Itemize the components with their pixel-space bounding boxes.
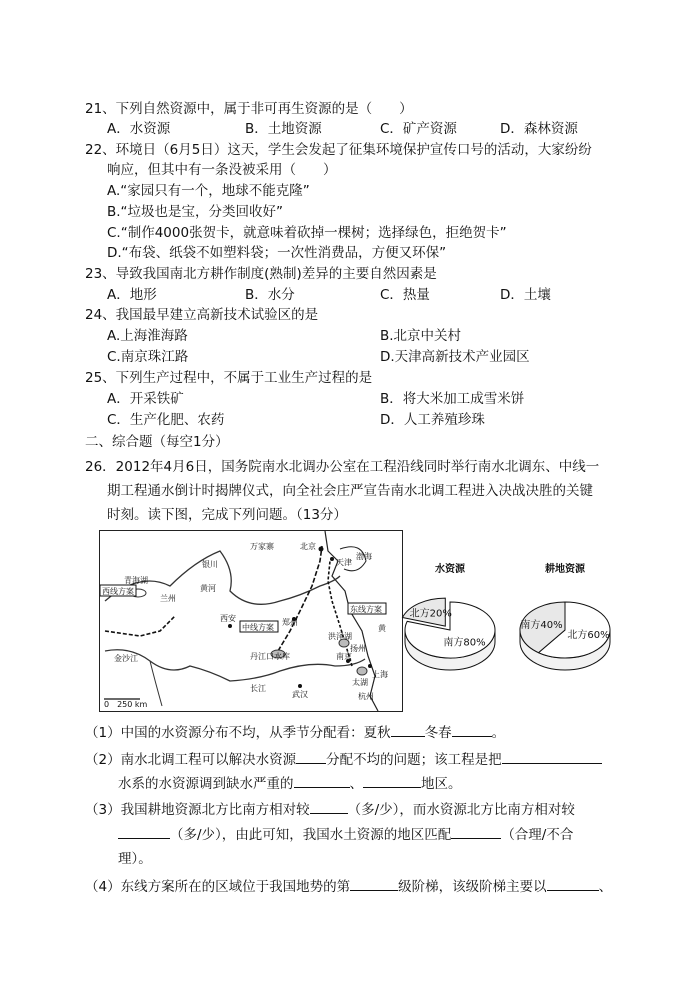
jinshajiang-river	[150, 661, 162, 706]
wuhan-label: 武汉	[292, 690, 308, 699]
q21-option-a: A．水资源	[107, 121, 171, 137]
middle-route-label: 中线方案	[242, 623, 274, 632]
jinshajiang-label: 金沙江	[114, 654, 138, 663]
q21-option-b: B．土地资源	[245, 121, 322, 137]
q26-stem-2: 期工程通水倒计时揭牌仪式，向全社会庄严宣告南水北调工程进入决战决胜的关键	[107, 483, 593, 499]
pie-charts-svg	[400, 560, 640, 680]
q24-option-a: A.上海淮海路	[107, 328, 188, 344]
q26-p2-text-b: 分配不均的问题；该工程是把	[326, 752, 502, 768]
q25-option-a: A．开采铁矿	[107, 391, 184, 407]
q24-option-d: D.天津高新技术产业园区	[380, 349, 530, 365]
pie-title-0: 水资源	[435, 564, 465, 575]
answer-blank-10[interactable]	[350, 876, 398, 891]
lanzhou-label: 兰州	[160, 594, 176, 603]
hangzhou-label: 杭州	[358, 692, 374, 701]
q26-p3-text-a: （3）我国耕地资源北方比南方相对较	[85, 802, 310, 818]
answer-blank-4[interactable]	[502, 749, 602, 764]
q26-p2-text-a: （2）南水北调工程可以解决水资源	[85, 752, 297, 768]
q26-part3-line3: 理）。	[118, 851, 152, 867]
answer-blank-2[interactable]	[452, 722, 492, 737]
q21-option-d: D．森林资源	[500, 121, 578, 137]
answer-blank-7[interactable]	[310, 799, 348, 814]
bohai-label: 渤海	[356, 552, 372, 561]
q26-stem-3: 时刻。读下图，完成下列问题。（13分）	[107, 507, 347, 523]
q24-stem: 24、我国最早建立高新技术试验区的是	[85, 307, 319, 323]
huanghe-label: 黄河	[200, 584, 216, 593]
shanghai-label: 上海	[372, 670, 388, 679]
q26-p1-text-b: 冬春	[424, 725, 452, 741]
q26-p1-text-a: （1）中国的水资源分布不均，从季节分配看：夏秋	[85, 725, 391, 741]
q22-option-c: C.“制作4000张贺卡，就意味着砍掉一棵树；选择绿色，拒绝贺卡”	[107, 225, 507, 241]
middle-route	[278, 546, 322, 651]
q26-p3-text-b: （多/少），而水资源北方比南方相对较	[347, 802, 575, 818]
q23-option-b: B．水分	[245, 287, 295, 303]
q24-option-c: C.南京珠江路	[107, 349, 189, 365]
q26-p3-text-c: （多/少），由此可知，我国水土资源的地区匹配	[170, 827, 452, 843]
q23-stem: 23、导致我国南北方耕作制度(熟制)差异的主要自然因素是	[85, 266, 437, 282]
east-route-label: 东线方案	[350, 605, 382, 614]
yellow-sea-label: 黄	[378, 624, 386, 633]
q26-p2-text-d: 、	[349, 776, 363, 792]
q26-p4-text-a: （4）东线方案所在的区域位于我国地势的第	[85, 879, 351, 895]
answer-blank-11[interactable]	[547, 876, 599, 891]
wuhan-dot	[298, 684, 302, 688]
pie-label-0-0: 南方80%	[443, 637, 486, 649]
answer-blank-3[interactable]	[296, 749, 326, 764]
xian-dot	[228, 624, 232, 628]
answer-blank-1[interactable]	[391, 722, 425, 737]
q22-option-d: D.“布袋、纸袋不如塑料袋；一次性消费品，方便又环保”	[107, 245, 447, 261]
q25-option-d: D．人工养殖珍珠	[380, 412, 485, 428]
q22-stem-1: 22、环境日（6月5日）这天，学生会发起了征集环境保护宣传口号的活动，大家纷纷	[85, 142, 592, 158]
scale-label: 0 250 km	[104, 700, 148, 709]
q22-option-a: A.“家园只有一个，地球不能克隆”	[107, 183, 310, 199]
q26-part1	[85, 722, 505, 743]
q21-stem: 21、下列自然资源中，属于非可再生资源的是（ ）	[85, 101, 413, 117]
section-heading: 二、综合题（每空1分）	[85, 434, 229, 450]
q26-part2-line2	[118, 773, 462, 794]
q22-stem-2: 响应，但其中有一条没被采用（ ）	[107, 162, 337, 178]
answer-blank-8[interactable]	[118, 824, 170, 839]
tianjin-label: 天津	[336, 558, 352, 567]
q22-option-b: B.“垃圾也是宝，分类回收好”	[107, 204, 284, 220]
south-north-water-transfer-map	[99, 530, 403, 712]
q26-p1-text-c: 。	[491, 725, 506, 741]
q25-option-b: B．将大米加工成雪米饼	[380, 391, 525, 407]
answer-blank-6[interactable]	[363, 773, 421, 788]
west-route	[105, 616, 175, 636]
west-route-label: 西线方案	[102, 587, 134, 596]
danjiangkou-label: 丹江口水库	[250, 652, 290, 661]
q24-option-b: B.北京中关村	[380, 328, 462, 344]
beijing-label: 北京	[300, 542, 316, 551]
pie-title-1: 耕地资源	[545, 564, 585, 575]
q26-p2-text-c: 水系的水资源调到缺水严重的	[118, 776, 294, 792]
answer-blank-9[interactable]	[451, 824, 501, 839]
q26-p4-text-b: 级阶梯，该级阶梯主要以	[398, 879, 547, 895]
yangzhou-label: 扬州	[350, 644, 366, 653]
q23-option-d: D．土壤	[500, 287, 551, 303]
q26-part3-line1	[85, 799, 575, 820]
pie-label-1-0: 北方60%	[567, 629, 610, 641]
q25-stem: 25、下列生产过程中，不属于工业生产过程的是	[85, 370, 373, 386]
resource-pie-charts	[400, 560, 640, 680]
nanjing-label: 南京	[336, 652, 352, 661]
zhengzhou-label: 郑州	[282, 618, 298, 627]
taihu-label: 太湖	[352, 678, 368, 687]
tai-lake	[357, 667, 367, 675]
q26-p2-text-e: 地区。	[421, 776, 462, 792]
q23-option-c: C．热量	[380, 287, 430, 303]
q26-stem-1: 26．2012年4月6日，国务院南水北调办公室在工程沿线同时举行南水北调东、中线一	[85, 459, 600, 475]
pie-label-1-1: 南方40%	[520, 620, 563, 632]
beijing-dot	[319, 547, 324, 552]
hongzehu-label: 洪泽湖	[328, 632, 352, 641]
map-svg	[100, 531, 402, 711]
q21-option-c: C．矿产资源	[380, 121, 457, 137]
q25-option-c: C．生产化肥、农药	[107, 412, 225, 428]
wanjiazhai-label: 万家寨	[250, 542, 274, 551]
q23-option-a: A．地形	[107, 287, 157, 303]
q26-p4-text-c: 、	[598, 879, 613, 895]
q26-part2-line1	[85, 749, 602, 770]
pie-label-0-1: 北方20%	[409, 608, 452, 620]
yinchuan-label: 银川	[202, 560, 218, 569]
shanghai-dot	[368, 664, 372, 668]
answer-blank-5[interactable]	[294, 773, 350, 788]
changjiang-label: 长江	[250, 684, 266, 693]
q26-part3-line2	[118, 824, 573, 845]
q26-p3-text-d: （合理/不合	[501, 827, 574, 843]
xian-label: 西安	[220, 614, 236, 623]
qinghaihu-label: 青海湖	[124, 576, 148, 585]
yangtze-river	[105, 650, 365, 681]
q26-part4	[85, 876, 612, 897]
tianjin-dot	[330, 557, 334, 561]
